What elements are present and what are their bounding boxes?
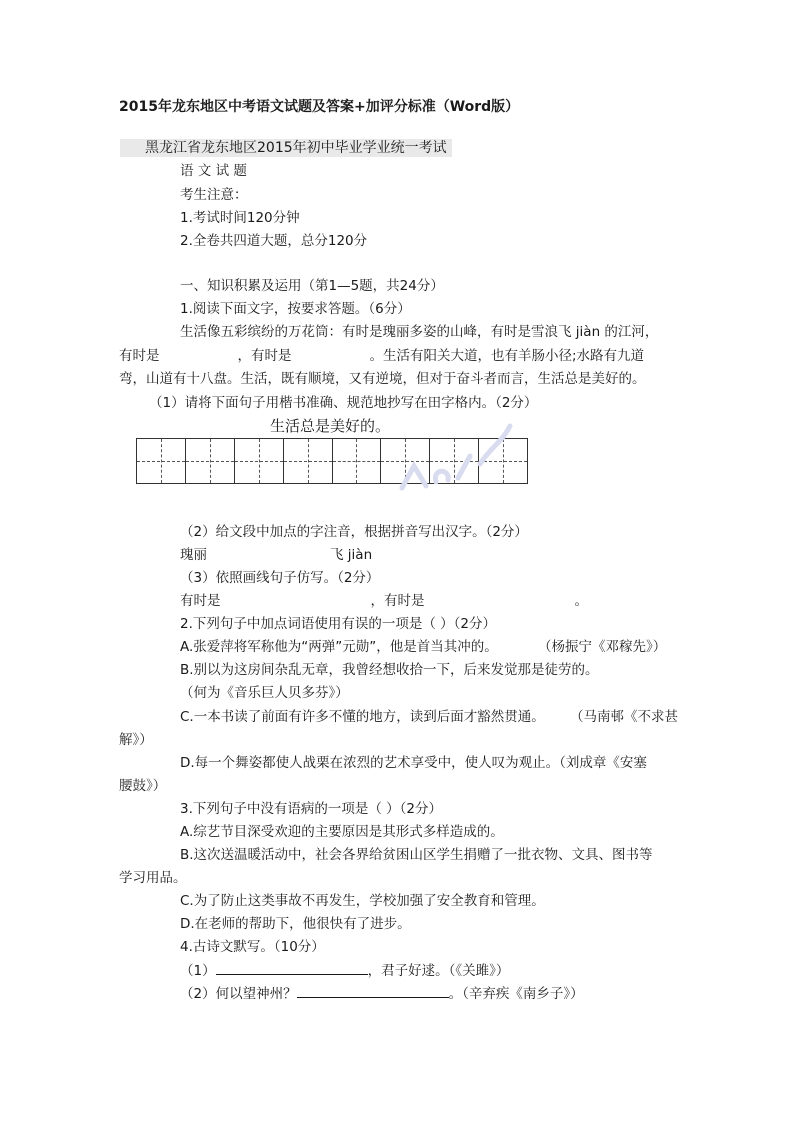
question-4: 4.古诗文默写。（10分） [180, 939, 325, 955]
question-2-option-c-source-cont: 解》） [119, 732, 153, 748]
question-4-2 [180, 983, 584, 1004]
passage-line-1: 生活像五彩缤纷的万花筒：有时是瑰丽多姿的山峰，有时是雪浪飞 jiàn 的江河， [180, 324, 659, 340]
question-3-option-a: A.综艺节目深受欢迎的主要原因是其形式多样造成的。 [180, 824, 504, 840]
question-4-2-prefix: （2）何以望神州？ [180, 986, 297, 1002]
question-3-option-b-cont: 学习用品。 [119, 870, 187, 886]
answer-blank[interactable] [216, 960, 368, 975]
grid-cell[interactable] [430, 439, 479, 483]
subject-heading: 语 文 试 题 [180, 163, 247, 179]
question-1-2: （2）给文段中加点的字注音，根据拼音写出汉字。（2分） [180, 524, 528, 540]
question-1-3-part-a: 有时是 [180, 593, 221, 609]
question-2-option-d: D.每一个舞姿都使人战栗在浓烈的艺术享受中，使人叹为观止。（刘成章《安塞 [180, 755, 647, 771]
question-1-3: （3）依照画线句子仿写。（2分） [180, 570, 380, 586]
question-1-3-answer-line [180, 591, 588, 611]
question-2-option-b: B.别以为这房间杂乱无章，我曾经想收拾一下，后来发觉那是徒劳的。 [180, 662, 599, 678]
question-2-option-a: A.张爱萍将军称他为“两弹”元勋”，他是首当其冲的。 [180, 639, 498, 655]
notice-heading: 考生注意： [180, 187, 248, 203]
question-2-option-c-source: （马南邨《不求甚 [570, 709, 678, 725]
question-1-3-part-b: ，有时是 [370, 593, 425, 609]
grid-cell[interactable] [479, 439, 527, 483]
grid-cell[interactable] [381, 439, 430, 483]
exam-banner: 黑龙江省龙东地区2015年初中毕业学业统一考试 [145, 140, 447, 156]
writing-grid[interactable] [136, 438, 528, 484]
passage-line-2 [119, 346, 644, 366]
question-3-option-c: C.为了防止这类事故不再发生，学校加强了安全教育和管理。 [180, 893, 545, 909]
question-1-1: （1）请将下面句子用楷书准确、规范地抄写在田字格内。（2分） [149, 395, 538, 411]
notice-item-1: 1.考试时间120分钟 [180, 210, 300, 226]
passage-line-2-part-a: 有时是 [119, 348, 160, 364]
section-1-heading: 一、知识积累及运用（第1—5题，共24分） [180, 278, 444, 294]
question-4-1-prefix: （1） [180, 963, 216, 979]
answer-blank[interactable] [297, 983, 449, 998]
question-2-option-a-source: （杨振宁《邓稼先》） [538, 639, 667, 655]
question-4-1-suffix: ，君子好逑。（《关雎》） [367, 963, 510, 979]
question-4-2-suffix: 。（辛弃疾《南乡子》） [448, 986, 584, 1002]
grid-cell[interactable] [186, 439, 235, 483]
question-1-2-word-b: 飞 jiàn [330, 547, 373, 563]
question-1-2-word-a: 瑰丽 [180, 547, 207, 563]
question-3: 3.下列句子中没有语病的一项是（ ）（2分） [180, 801, 443, 817]
question-4-1 [180, 960, 509, 981]
grid-cell[interactable] [284, 439, 333, 483]
passage-line-2-part-b: ，有时是 [237, 348, 292, 364]
grid-sentence: 生活总是美好的。 [270, 417, 391, 435]
grid-cell[interactable] [235, 439, 284, 483]
question-2-option-c: C.一本书读了前面有许多不懂的地方，读到后面才豁然贯通。 [180, 709, 545, 725]
question-2-option-d-source-cont: 腰鼓》） [119, 778, 167, 794]
question-1: 1.阅读下面文字，按要求答题。（6分） [180, 301, 411, 317]
question-2-option-b-source: （何为《音乐巨人贝多芬》） [180, 685, 349, 701]
document-title: 2015年龙东地区中考语文试题及答案+加评分标准（Word版） [119, 99, 520, 115]
passage-line-2-part-c: 。生活有阳关大道，也有羊肠小径;水路有九道 [369, 348, 645, 364]
grid-cell[interactable] [137, 439, 186, 483]
question-1-3-part-c: 。 [574, 593, 588, 609]
passage-line-3: 弯，山道有十八盘。生活，既有顺境，又有逆境，但对于奋斗者而言，生活总是美好的。 [119, 371, 646, 387]
notice-item-2: 2.全卷共四道大题，总分120分 [180, 233, 368, 249]
question-3-option-d: D.在老师的帮助下，他很快有了进步。 [180, 916, 411, 932]
question-3-option-b: B.这次送温暖活动中，社会各界给贫困山区学生捐赠了一批衣物、文具、图书等 [180, 847, 653, 863]
question-2: 2.下列句子中加点词语使用有误的一项是（ ）（2分） [180, 616, 497, 632]
grid-cell[interactable] [333, 439, 382, 483]
